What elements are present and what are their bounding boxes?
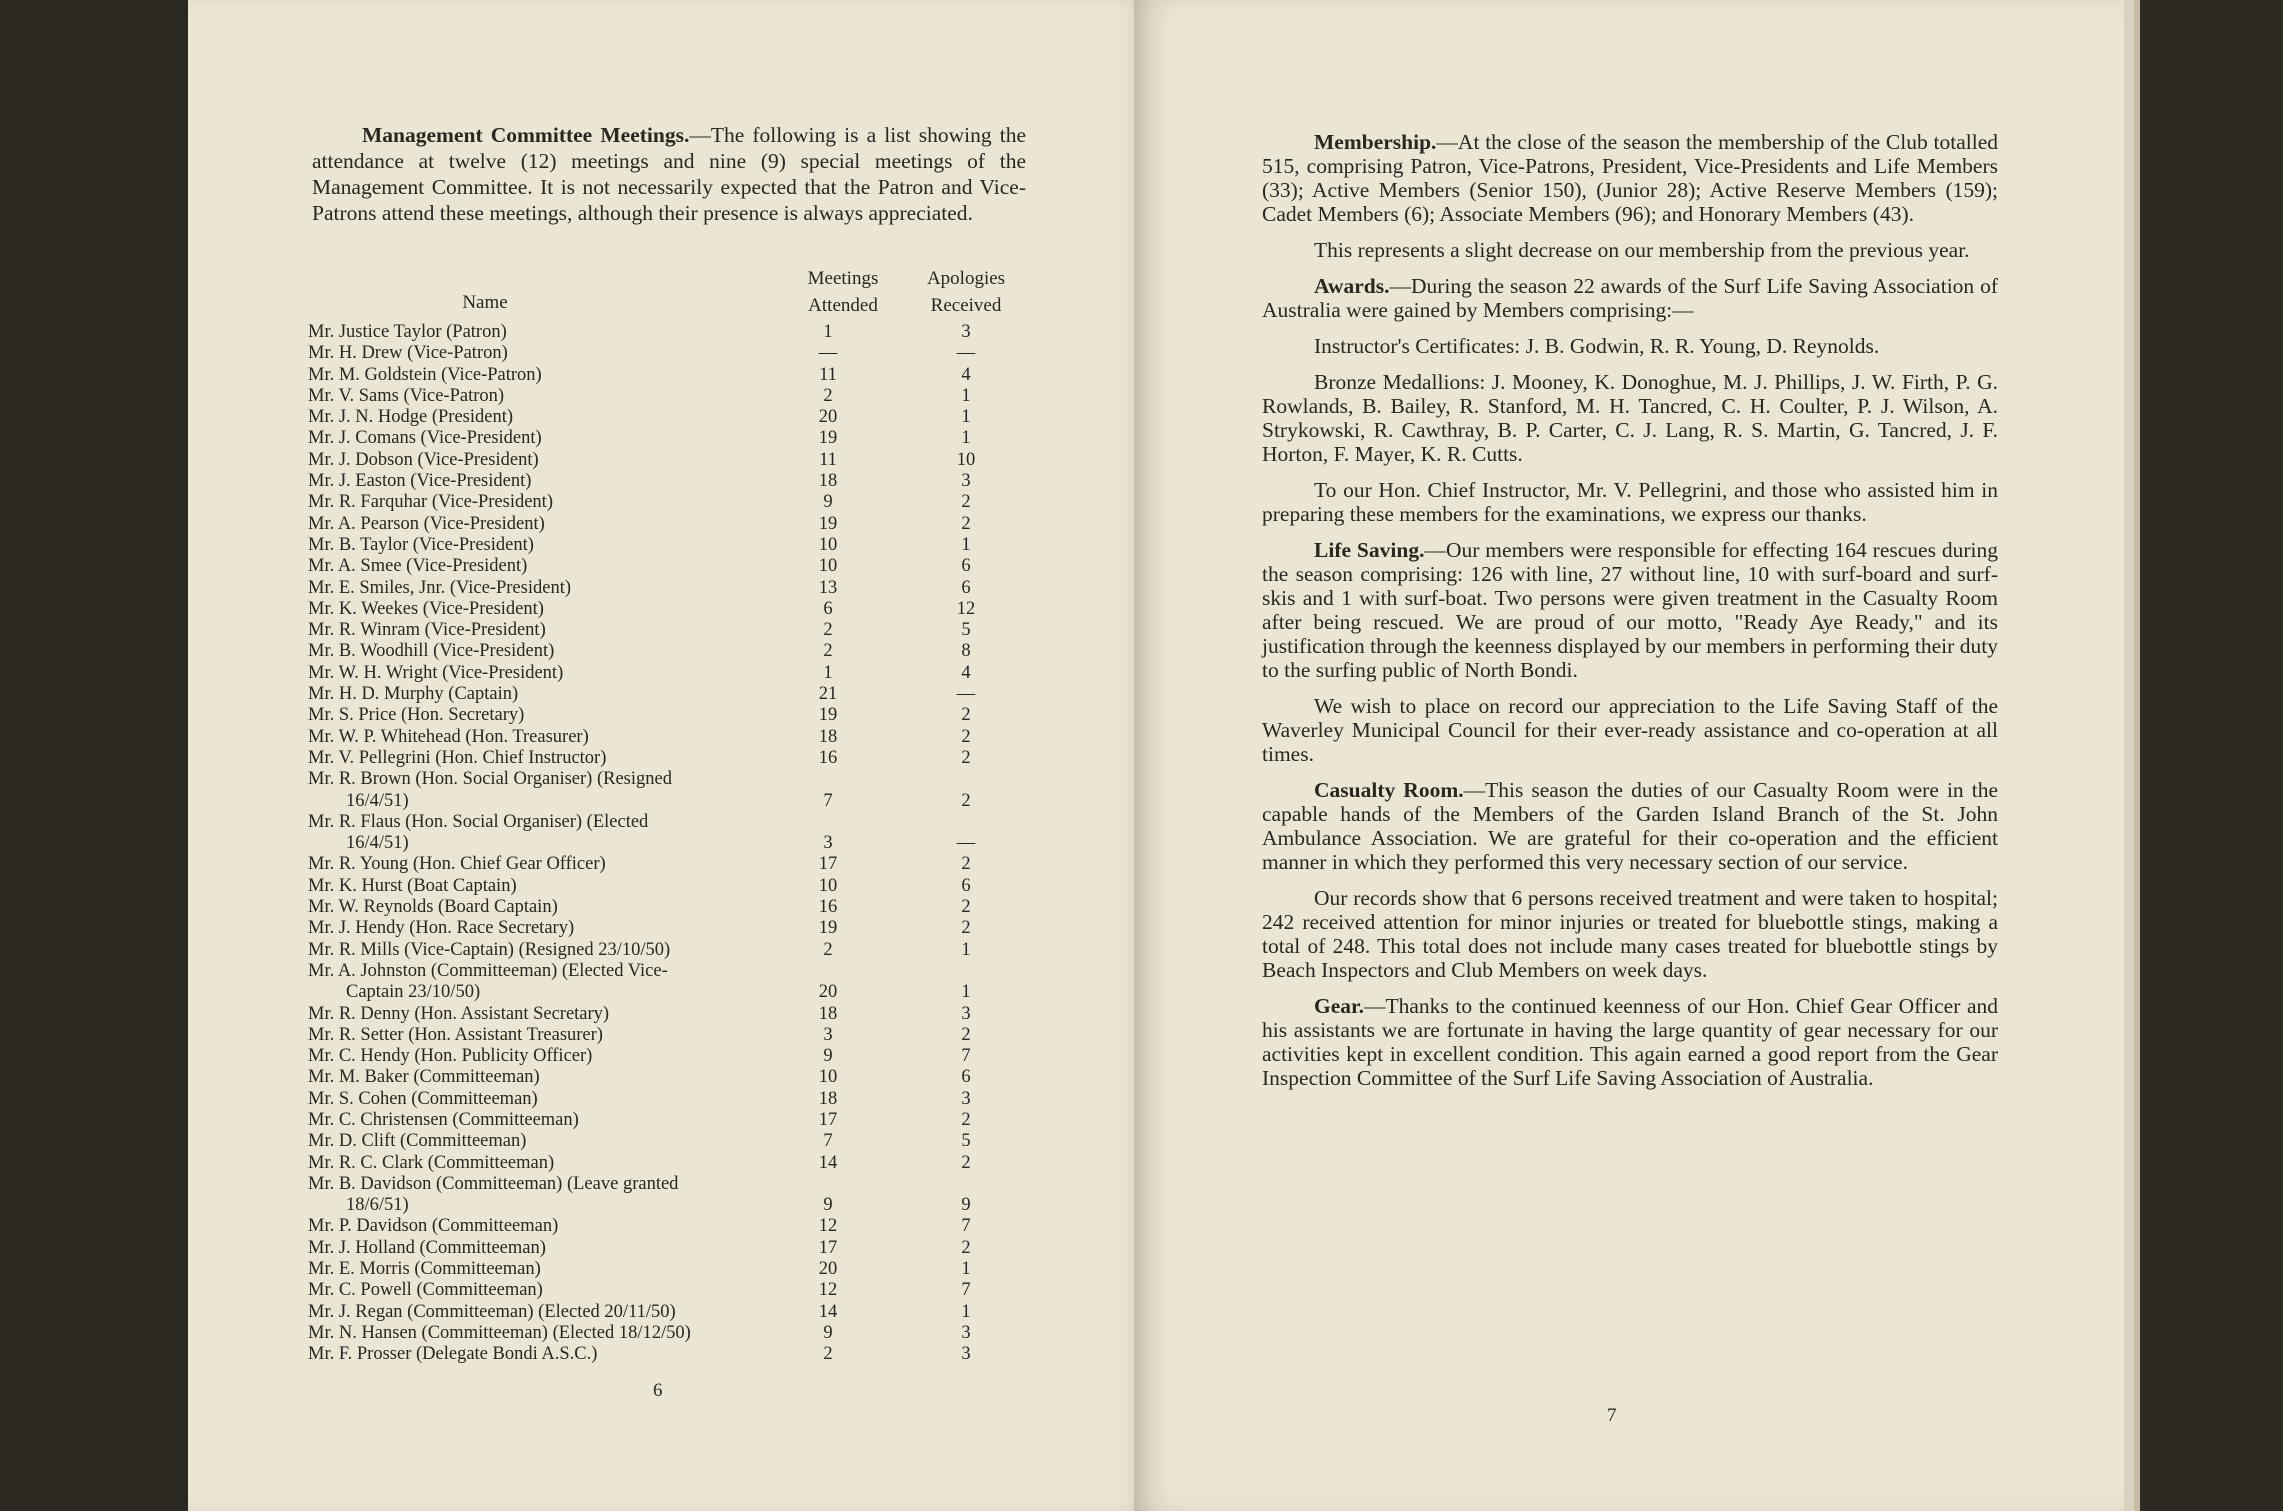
table-row (308, 578, 1028, 599)
meetings-attended-cell: 1 (823, 322, 833, 342)
apologies-received-cell: 3 (961, 471, 971, 492)
member-name (308, 1323, 786, 1344)
meetings-attended-cell: 2 (823, 385, 833, 406)
page-number-right: 7 (1607, 1405, 1617, 1426)
meetings-attended-cell: 19 (818, 513, 838, 534)
member-name (308, 578, 786, 599)
meetings-attended-cell: 17 (818, 1237, 838, 1258)
meetings-attended-cell: 6 (823, 598, 833, 619)
member-name-continuation: 16/4/51) (346, 790, 409, 811)
column-header-meetings-line2: Attended (808, 295, 878, 316)
member-name-text: Mr. S. Cohen (Committeeman) (308, 1088, 538, 1109)
member-name-text: Mr. F. Prosser (Delegate Bondi A.S.C.) (308, 1344, 598, 1365)
member-name (308, 1280, 786, 1301)
attendance-table (308, 322, 1028, 1366)
member-name-text: Mr. C. Powell (Committeeman) (308, 1280, 543, 1301)
table-row (308, 663, 1028, 684)
member-name-text: Mr. J. Hendy (Hon. Race Secretary) (308, 918, 575, 939)
apologies-received-cell: 10 (956, 449, 976, 470)
apologies-received-cell: 1 (961, 407, 971, 428)
member-name-text: Mr. W. P. Whitehead (Hon. Treasurer) (308, 726, 589, 747)
table-row (308, 322, 1028, 343)
committee-intro (312, 122, 1026, 226)
meetings-attended-cell: 19 (818, 918, 838, 939)
member-name (308, 365, 786, 386)
apologies-received-cell: 1 (961, 1259, 971, 1280)
report-paragraph (1262, 130, 1998, 226)
meetings-attended-cell: 9 (823, 1322, 833, 1343)
paragraph-text: Bronze Medallions: J. Mooney, K. Donoghue, M. J. Phillips, J. W. Firth, P. G. Rowlands, B. Bailey, R. Stanford, M. H. Tancred, C. H. Coulter, P. J. Wilson, A. Strykowski, R. Cawthray, B. P. Carter, C. J. Lang, R. S. Martin, G. Tancred, J. F. Horton, F. Mayer, K. R. Cutts. (1262, 370, 1998, 466)
table-row (308, 1089, 1028, 1110)
member-name-text: Mr. D. Clift (Committeeman) (308, 1131, 527, 1152)
paragraph-text: —During the season 22 awards of the Surf Life Saving Association of Australia were gained by Members comprising:— (1262, 274, 1998, 322)
table-row (308, 705, 1028, 726)
table-row (308, 940, 1028, 961)
committee-heading: Management Committee Meetings. (362, 123, 690, 147)
member-name-text: Mr. A. Smee (Vice-President) (308, 556, 528, 577)
section-heading: Life Saving. (1314, 538, 1425, 562)
member-name (308, 428, 786, 449)
table-row (308, 1153, 1028, 1174)
meetings-attended-cell: 16 (818, 747, 838, 768)
apologies-received-cell: 3 (961, 322, 971, 342)
table-row (308, 1216, 1028, 1237)
meetings-attended-cell: 18 (818, 471, 838, 492)
member-name-text: Mr. B. Taylor (Vice-President) (308, 534, 534, 555)
member-name-text: Mr. N. Hansen (Committeeman) (Elected 18/12/50) (308, 1322, 691, 1343)
apologies-received-cell: 2 (961, 1024, 971, 1045)
meetings-attended-cell: 11 (819, 364, 837, 385)
member-name (308, 556, 786, 577)
column-header-apologies-line2: Received (930, 295, 1002, 316)
apologies-received-cell: 3 (961, 1088, 971, 1109)
member-name-text: Mr. W. H. Wright (Vice-President) (308, 662, 564, 683)
paragraph-text: To our Hon. Chief Instructor, Mr. V. Pellegrini, and those who assisted him in preparing these members for the examinations, we express our thanks. (1262, 478, 1998, 526)
member-name-text: Mr. R. Flaus (Hon. Social Organiser) (Elected (308, 811, 649, 832)
table-row (308, 407, 1028, 428)
member-name-text: Mr. R. C. Clark (Committeeman) (308, 1152, 555, 1173)
apologies-received-cell: 1 (961, 428, 971, 449)
member-name-text: Mr. K. Hurst (Boat Captain) (308, 875, 517, 896)
report-paragraph (1262, 478, 1998, 526)
apologies-received-cell: 1 (961, 385, 971, 406)
member-name (308, 599, 786, 620)
apologies-received-cell: 9 (961, 1195, 971, 1216)
column-header-apologies (908, 265, 1024, 319)
meetings-attended-cell: 18 (818, 726, 838, 747)
table-row (308, 556, 1028, 577)
member-name-text: Mr. C. Hendy (Hon. Publicity Officer) (308, 1046, 593, 1067)
table-row (308, 812, 1028, 855)
apologies-received-cell: 6 (961, 1067, 971, 1088)
apologies-received-cell: 6 (961, 875, 971, 896)
apologies-received-cell: 7 (961, 1046, 971, 1067)
member-name (308, 492, 786, 513)
table-row (308, 1131, 1028, 1152)
apologies-received-cell: 8 (961, 641, 971, 662)
meetings-attended-cell: 10 (818, 1067, 838, 1088)
meetings-attended-cell: 14 (818, 1152, 838, 1173)
meetings-attended-cell: 19 (818, 705, 838, 726)
meetings-attended-cell: 12 (818, 1280, 838, 1301)
paragraph-text: —At the close of the season the membership of the Club totalled 515, comprising Patron, Vice-Patrons, President, Vice-Presidents and Life Members (33); Active Members (Senior 150), (Junior 28); Active Reserve Members (159); Cadet Members (6); Associate Members (96); and Honorary Members (43). (1262, 130, 1998, 226)
apologies-received-cell: 2 (961, 790, 971, 811)
member-name-text: Mr. V. Pellegrini (Hon. Chief Instructor) (308, 747, 607, 768)
member-name-text: Mr. J. N. Hodge (President) (308, 407, 514, 428)
column-header-name-label: Name (462, 292, 508, 313)
member-name-text: Mr. A. Pearson (Vice-President) (308, 513, 545, 534)
member-name-text: Mr. J. Holland (Committeeman) (308, 1237, 546, 1258)
apologies-received-cell: — (956, 684, 976, 705)
apologies-received-cell: 4 (961, 364, 971, 385)
section-heading: Gear. (1314, 994, 1364, 1018)
paragraph-text: Our records show that 6 persons received treatment and were taken to hospital; 242 received attention for minor injuries or treated for bluebottle stings, making a total of 248. This total does not include many cases treated for bluebottle stings by Beach Inspectors and Club Members on week days. (1262, 886, 1998, 982)
member-name-text: Mr. R. Mills (Vice-Captain) (Resigned 23/10/50) (308, 939, 671, 960)
meetings-attended-cell: 12 (818, 1216, 838, 1237)
member-name-text: Mr. M. Goldstein (Vice-Patron) (308, 364, 542, 385)
table-row (308, 641, 1028, 662)
section-heading: Casualty Room. (1314, 778, 1464, 802)
apologies-received-cell: 2 (961, 1109, 971, 1130)
member-name (308, 961, 786, 1004)
member-name (308, 386, 786, 407)
member-name (308, 1004, 786, 1025)
meetings-attended-cell: 10 (818, 556, 838, 577)
table-row (308, 365, 1028, 386)
member-name (308, 1259, 786, 1280)
table-row (308, 620, 1028, 641)
apologies-received-cell: 2 (961, 747, 971, 768)
apologies-received-cell: 4 (961, 662, 971, 683)
meetings-attended-cell: 1 (823, 662, 833, 683)
apologies-received-cell: 3 (961, 1003, 971, 1024)
table-row (308, 684, 1028, 705)
apologies-received-cell: 2 (961, 705, 971, 726)
apologies-received-cell: 2 (961, 492, 971, 513)
meetings-attended-cell: 16 (818, 897, 838, 918)
meetings-attended-cell: 9 (823, 1046, 833, 1067)
member-name (308, 1344, 786, 1365)
table-row (308, 1174, 1028, 1217)
apologies-received-cell: 2 (961, 513, 971, 534)
report-paragraph (1262, 694, 1998, 766)
meetings-attended-cell: 2 (823, 620, 833, 641)
apologies-received-cell: 3 (961, 1322, 971, 1343)
meetings-attended-cell: 7 (823, 1131, 833, 1152)
member-name-text: Mr. K. Weekes (Vice-President) (308, 598, 544, 619)
report-paragraph (1262, 238, 1998, 262)
meetings-attended-cell: 17 (818, 1109, 838, 1130)
meetings-attended-cell: 2 (823, 939, 833, 960)
apologies-received-cell: 2 (961, 897, 971, 918)
member-name-text: Mr. R. Farquhar (Vice-President) (308, 492, 553, 513)
member-name (308, 1110, 786, 1131)
member-name-text: Mr. W. Reynolds (Board Captain) (308, 897, 558, 918)
meetings-attended-cell: 10 (818, 875, 838, 896)
member-name (308, 641, 786, 662)
page-number-left: 6 (653, 1380, 663, 1401)
member-name (308, 407, 786, 428)
member-name (308, 854, 786, 875)
member-name (308, 727, 786, 748)
member-name (308, 620, 786, 641)
member-name (308, 450, 786, 471)
apologies-received-cell: 5 (961, 620, 971, 641)
member-name-text: Mr. R. Denny (Hon. Assistant Secretary) (308, 1003, 610, 1024)
member-name-text: Mr. E. Morris (Committeeman) (308, 1259, 541, 1280)
member-name (308, 918, 786, 939)
member-name-text: Mr. R. Young (Hon. Chief Gear Officer) (308, 854, 606, 875)
table-row (308, 1344, 1028, 1365)
member-name (308, 748, 786, 769)
meetings-attended-cell: 9 (823, 492, 833, 513)
member-name-text: Mr. V. Sams (Vice-Patron) (308, 385, 505, 406)
member-name (308, 1046, 786, 1067)
report-text (1262, 130, 1998, 1102)
apologies-received-cell: 2 (961, 918, 971, 939)
meetings-attended-cell: 2 (823, 1344, 833, 1365)
table-row (308, 599, 1028, 620)
meetings-attended-cell: 20 (818, 1259, 838, 1280)
apologies-received-cell: 7 (961, 1216, 971, 1237)
report-paragraph (1262, 334, 1998, 358)
apologies-received-cell: 1 (961, 1301, 971, 1322)
paragraph-text: This represents a slight decrease on our membership from the previous year. (1314, 238, 1970, 262)
meetings-attended-cell: 2 (823, 641, 833, 662)
table-row (308, 514, 1028, 535)
table-row (308, 918, 1028, 939)
table-row (308, 961, 1028, 1004)
table-row (308, 897, 1028, 918)
member-name (308, 514, 786, 535)
table-row (308, 1302, 1028, 1323)
table-row (308, 854, 1028, 875)
member-name-text: Mr. J. Dobson (Vice-President) (308, 449, 539, 470)
member-name-text: Mr. R. Setter (Hon. Assistant Treasurer) (308, 1024, 603, 1045)
member-name-continuation: 16/4/51) (346, 833, 409, 854)
meetings-attended-cell: — (818, 343, 838, 364)
member-name-continuation: 18/6/51) (346, 1195, 409, 1216)
member-name-text: Mr. B. Woodhill (Vice-President) (308, 641, 555, 662)
member-name-text: Mr. J. Easton (Vice-President) (308, 471, 532, 492)
member-name (308, 1089, 786, 1110)
committee-intro-text: —The following is a list showing the attendance at twelve (12) meetings and nine (9) special meetings of the Management Committee. It is not necessarily expected that the Patron and Vice-Patrons attend these meetings, although their presence is always appreciated. (312, 123, 1026, 225)
apologies-received-cell: 1 (961, 982, 971, 1003)
table-row (308, 343, 1028, 364)
table-row (308, 727, 1028, 748)
table-row (308, 535, 1028, 556)
column-header-meetings (788, 265, 898, 319)
member-name (308, 1238, 786, 1259)
member-name-text: Mr. J. Regan (Committeeman) (Elected 20/11/50) (308, 1301, 676, 1322)
member-name (308, 471, 786, 492)
member-name (308, 663, 786, 684)
meetings-attended-cell: 11 (819, 449, 837, 470)
page-edge-shadow (2134, 0, 2140, 1511)
member-name (308, 1025, 786, 1046)
report-paragraph (1262, 370, 1998, 466)
apologies-received-cell: 2 (961, 1152, 971, 1173)
member-name-text: Mr. B. Davidson (Committeeman) (Leave granted (308, 1173, 679, 1194)
report-paragraph (1262, 274, 1998, 322)
apologies-received-cell: 2 (961, 854, 971, 875)
meetings-attended-cell: 20 (818, 982, 838, 1003)
column-header-name (440, 289, 530, 316)
member-name-text: Mr. H. D. Murphy (Captain) (308, 684, 519, 705)
apologies-received-cell: 6 (961, 556, 971, 577)
meetings-attended-cell: 13 (818, 577, 838, 598)
meetings-attended-cell: 18 (818, 1088, 838, 1109)
column-header-apologies-line1: Apologies (926, 268, 1006, 289)
member-name (308, 812, 786, 855)
meetings-attended-cell: 21 (818, 684, 838, 705)
table-row (308, 748, 1028, 769)
apologies-received-cell: 7 (961, 1280, 971, 1301)
meetings-attended-cell: 3 (823, 833, 833, 854)
table-row (308, 1259, 1028, 1280)
table-row (308, 492, 1028, 513)
table-row (308, 1046, 1028, 1067)
apologies-received-cell: 2 (961, 726, 971, 747)
member-name (308, 897, 786, 918)
member-name (308, 535, 786, 556)
apologies-received-cell: 6 (961, 577, 971, 598)
apologies-received-cell: — (956, 833, 976, 854)
member-name (308, 343, 786, 364)
apologies-received-cell: 2 (961, 1237, 971, 1258)
apologies-received-cell: 3 (961, 1344, 971, 1365)
apologies-received-cell: 1 (961, 939, 971, 960)
table-row (308, 1110, 1028, 1131)
member-name (308, 940, 786, 961)
table-row (308, 1067, 1028, 1088)
meetings-attended-cell: 17 (818, 854, 838, 875)
meetings-attended-cell: 9 (823, 1195, 833, 1216)
page-edge (2124, 0, 2134, 1511)
table-row (308, 386, 1028, 407)
apologies-received-cell: 1 (961, 534, 971, 555)
meetings-attended-cell: 3 (823, 1024, 833, 1045)
meetings-attended-cell: 10 (818, 534, 838, 555)
section-heading: Awards. (1314, 274, 1390, 298)
meetings-attended-cell: 20 (818, 407, 838, 428)
member-name-text: Mr. H. Drew (Vice-Patron) (308, 343, 508, 364)
apologies-received-cell: 5 (961, 1131, 971, 1152)
member-name (308, 1153, 786, 1174)
member-name-text: Mr. M. Baker (Committeeman) (308, 1067, 540, 1088)
member-name (308, 1067, 786, 1088)
member-name (308, 769, 786, 812)
table-row (308, 1323, 1028, 1344)
table-row (308, 471, 1028, 492)
table-row (308, 876, 1028, 897)
table-row (308, 1280, 1028, 1301)
report-paragraph (1262, 538, 1998, 682)
table-row (308, 428, 1028, 449)
paragraph-text: —This season the duties of our Casualty Room were in the capable hands of the Members of the Garden Island Branch of the St. John Ambulance Association. We are grateful for their co-operation and the efficient manner in which they performed this very necessary section of our service. (1262, 778, 1998, 874)
member-name-text: Mr. C. Christensen (Committeeman) (308, 1109, 579, 1130)
report-paragraph (1262, 778, 1998, 874)
member-name-text: Mr. J. Comans (Vice-President) (308, 428, 542, 449)
table-row (308, 769, 1028, 812)
table-row (308, 1025, 1028, 1046)
table-row (308, 1238, 1028, 1259)
member-name (308, 1131, 786, 1152)
member-name (308, 322, 786, 343)
member-name (308, 684, 786, 705)
meetings-attended-cell: 14 (818, 1301, 838, 1322)
member-name-text: Mr. Justice Taylor (Patron) (308, 322, 507, 342)
column-header-meetings-line1: Meetings (807, 268, 879, 289)
apologies-received-cell: 12 (956, 598, 976, 619)
meetings-attended-cell: 19 (818, 428, 838, 449)
member-name-text: Mr. A. Johnston (Committeeman) (Elected Vice- (308, 960, 668, 981)
paragraph-text: We wish to place on record our appreciation to the Life Saving Staff of the Waverley Municipal Council for their ever-ready assistance and co-operation at all times. (1262, 694, 1998, 766)
member-name-continuation: Captain 23/10/50) (346, 982, 481, 1003)
report-paragraph (1262, 994, 1998, 1090)
member-name (308, 1216, 786, 1237)
paragraph-text: —Thanks to the continued keenness of our Hon. Chief Gear Officer and his assistants we are fortunate in having the large quantity of gear necessary for our activities kept in excellent condition. This again earned a good report from the Gear Inspection Committee of the Surf Life Saving Association of Australia. (1262, 994, 1998, 1090)
member-name (308, 1302, 786, 1323)
member-name (308, 1174, 786, 1217)
member-name-text: Mr. S. Price (Hon. Secretary) (308, 705, 525, 726)
apologies-received-cell: — (956, 343, 976, 364)
member-name-text: Mr. P. Davidson (Committeeman) (308, 1216, 559, 1237)
paragraph-text: Instructor's Certificates: J. B. Godwin, R. R. Young, D. Reynolds. (1314, 334, 1880, 358)
member-name (308, 876, 786, 897)
paragraph-text: —Our members were responsible for effecting 164 rescues during the season comprising: 126 with line, 27 without line, 10 with surf-board and surf-skis and 1 with surf-boat. Two persons were given treatment in the Casualty Room after being rescued. We are proud of our motto, "Ready Aye Ready," and its justification through the keenness displayed by our members in performing their duty to the surfing public of North Bondi. (1262, 538, 1998, 682)
table-row (308, 450, 1028, 471)
member-name-text: Mr. R. Brown (Hon. Social Organiser) (Resigned (308, 769, 672, 790)
meetings-attended-cell: 18 (818, 1003, 838, 1024)
section-heading: Membership. (1314, 130, 1437, 154)
meetings-attended-cell: 7 (823, 790, 833, 811)
report-paragraph (1262, 886, 1998, 982)
member-name-text: Mr. E. Smiles, Jnr. (Vice-President) (308, 577, 571, 598)
member-name (308, 705, 786, 726)
table-row (308, 1004, 1028, 1025)
member-name-text: Mr. R. Winram (Vice-President) (308, 620, 546, 641)
